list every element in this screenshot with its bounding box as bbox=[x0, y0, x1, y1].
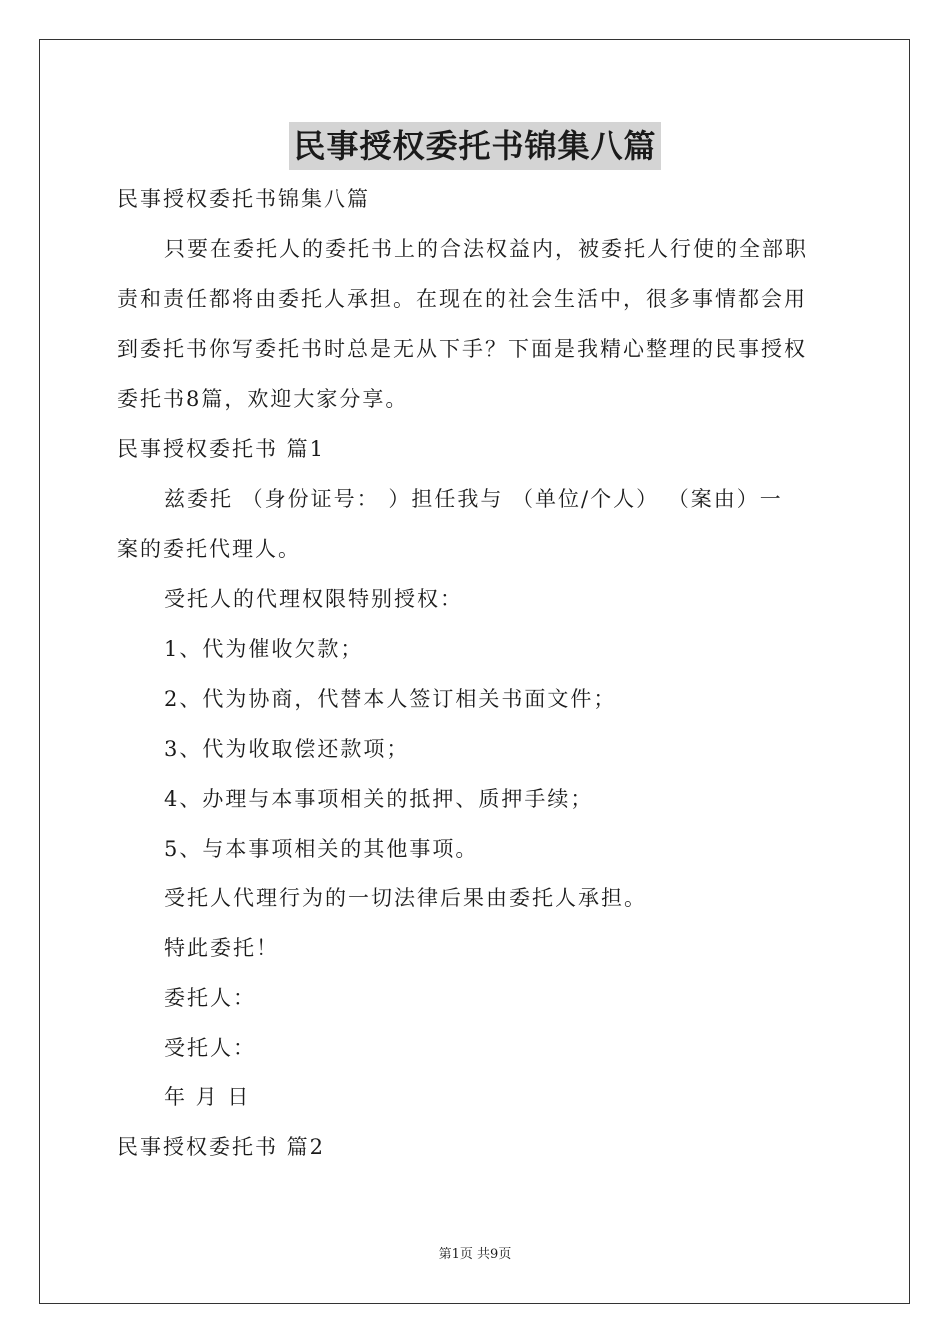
page-footer: 第1页 共9页 bbox=[438, 1247, 512, 1262]
list-item: 1、代为催收欠款； bbox=[164, 637, 364, 661]
intro-line: 只要在委托人的委托书上的合法权益内，被委托人行使的全部职 bbox=[164, 237, 808, 261]
body-line: 案的委托代理人。 bbox=[117, 537, 301, 561]
authority-intro: 受托人的代理权限特别授权： bbox=[164, 587, 463, 611]
intro-line: 责和责任都将由委托人承担。在现在的社会生活中，很多事情都会用 bbox=[117, 287, 807, 311]
intro-line: 委托书8篇，欢迎大家分享。 bbox=[117, 387, 409, 411]
closing-statement: 特此委托！ bbox=[164, 936, 279, 960]
document-title: 民事授权委托书锦集八篇 bbox=[289, 122, 660, 170]
list-item: 4、办理与本事项相关的抵押、质押手续； bbox=[164, 787, 594, 811]
page-border bbox=[39, 39, 910, 1304]
date-label: 年 月 日 bbox=[164, 1085, 251, 1109]
list-item: 5、与本事项相关的其他事项。 bbox=[164, 837, 479, 861]
principal-label: 委托人： bbox=[164, 986, 256, 1010]
intro-line: 到委托书你写委托书时总是无从下手？下面是我精心整理的民事授权 bbox=[117, 337, 807, 361]
title-container bbox=[0, 122, 950, 170]
consequence-statement: 受托人代理行为的一切法律后果由委托人承担。 bbox=[164, 886, 647, 910]
section-heading: 民事授权委托书 篇1 bbox=[117, 437, 326, 461]
agent-label: 受托人： bbox=[164, 1036, 256, 1060]
section-heading: 民事授权委托书 篇2 bbox=[117, 1135, 326, 1159]
body-line: 兹委托 （身份证号： ）担任我与 （单位/个人） （案由）一 bbox=[164, 487, 783, 511]
subtitle: 民事授权委托书锦集八篇 bbox=[117, 187, 370, 211]
list-item: 2、代为协商，代替本人签订相关书面文件； bbox=[164, 687, 617, 711]
list-item: 3、代为收取偿还款项； bbox=[164, 737, 410, 761]
